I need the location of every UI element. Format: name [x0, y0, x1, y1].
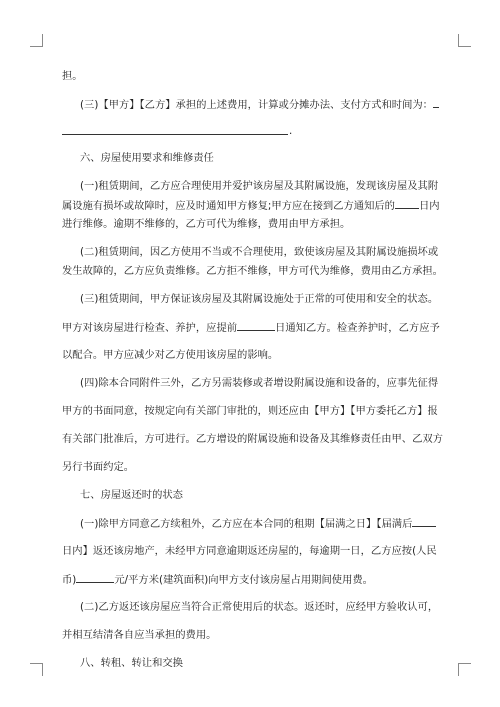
fill-blank-long	[62, 134, 288, 135]
paragraph-line: (一)租赁期间，乙方应合理使用并爱护该房屋及其附属设施，发现该房屋及其附	[80, 180, 439, 192]
section-heading-7: 七、房屋返还时的状态	[80, 489, 183, 501]
crop-mark-bottom-right	[458, 663, 471, 676]
line-text: 元/平方米(建筑面积)向甲方支付该房屋占用期间使用费。	[114, 574, 373, 586]
paragraph-line: 进行维修。逾期不维修的，乙方可代为维修，费用由甲方承担。	[62, 218, 351, 230]
fill-blank	[395, 198, 419, 209]
line-text: 甲方对该房屋进行检查、养护，应提前	[62, 322, 238, 334]
paragraph-line: (四)除本合同附件三外，乙方另需装修或者增设附属设施和设备的，应事先征得	[80, 377, 439, 389]
paragraph-line	[80, 516, 436, 530]
section-heading-6: 六、房屋使用要求和维修责任	[80, 152, 214, 164]
paragraph-line: 担。	[62, 70, 83, 82]
section-heading-8: 八、转租、转让和交换	[80, 657, 183, 669]
paragraph-line	[80, 97, 439, 111]
crop-mark-top-right	[458, 34, 471, 47]
paragraph-line: 日内】返还该房地产，未经甲方同意逾期返还房屋的，每逾期一日，乙方应按(人民	[62, 545, 437, 557]
fill-blank	[237, 320, 275, 331]
paragraph-line: 甲方的书面同意，按规定向有关部门审批的，则还应由【甲方】【甲方委托乙方】报	[62, 405, 438, 417]
paragraph-line: 并相互结清各自应当承担的费用。	[62, 629, 217, 641]
line-text: 属设施有损坏或故障时，应及时通知甲方修复;甲方应在接到乙方通知后的	[62, 200, 395, 212]
paragraph-line	[62, 198, 440, 212]
fill-blank	[76, 572, 114, 583]
paragraph-line	[62, 572, 373, 586]
paragraph-line: 发生故障的，乙方应负责维修。乙方拒不维修，甲方可代为维修，费用由乙方承担。	[62, 265, 443, 277]
line-text: 日通知乙方。检查养护时，乙方应予	[275, 322, 440, 334]
paragraph-line: 有关部门批准后，方可进行。乙方增设的附属设施和设备及其维修责任由甲、乙双方	[62, 433, 443, 445]
paragraph-line	[62, 320, 440, 334]
paragraph-line: (二)租赁期间，因乙方使用不当或不合理使用，致使该房屋及其附属设施损坏或	[80, 246, 439, 258]
line-text: 日内	[418, 200, 440, 212]
paragraph-line: (三)租赁期间，甲方保证该房屋及其附属设施处于正常的可使用和安全的状态。	[80, 293, 439, 305]
period-mark: .	[289, 125, 293, 137]
line-text: 币)	[62, 574, 77, 586]
fill-blank	[433, 97, 439, 108]
paragraph-line: (二)乙方返还该房屋应当符合正常使用后的状态。返还时，应经甲方验收认可，	[80, 601, 439, 613]
paragraph-line: 以配合。甲方应减少对乙方使用该房屋的影响。	[62, 349, 279, 361]
line-text: (三)【甲方】【乙方】承担的上述费用，计算或分摊办法、支付方式和时间为：	[80, 99, 433, 111]
crop-mark-top-left	[30, 34, 43, 47]
line-text: (一)除甲方同意乙方续租外，乙方应在本合同的租期【届满之日】【届满后	[80, 518, 413, 530]
crop-mark-bottom-left	[30, 663, 43, 676]
fill-blank	[412, 516, 436, 527]
paragraph-line: 另行书面约定。	[62, 461, 135, 473]
